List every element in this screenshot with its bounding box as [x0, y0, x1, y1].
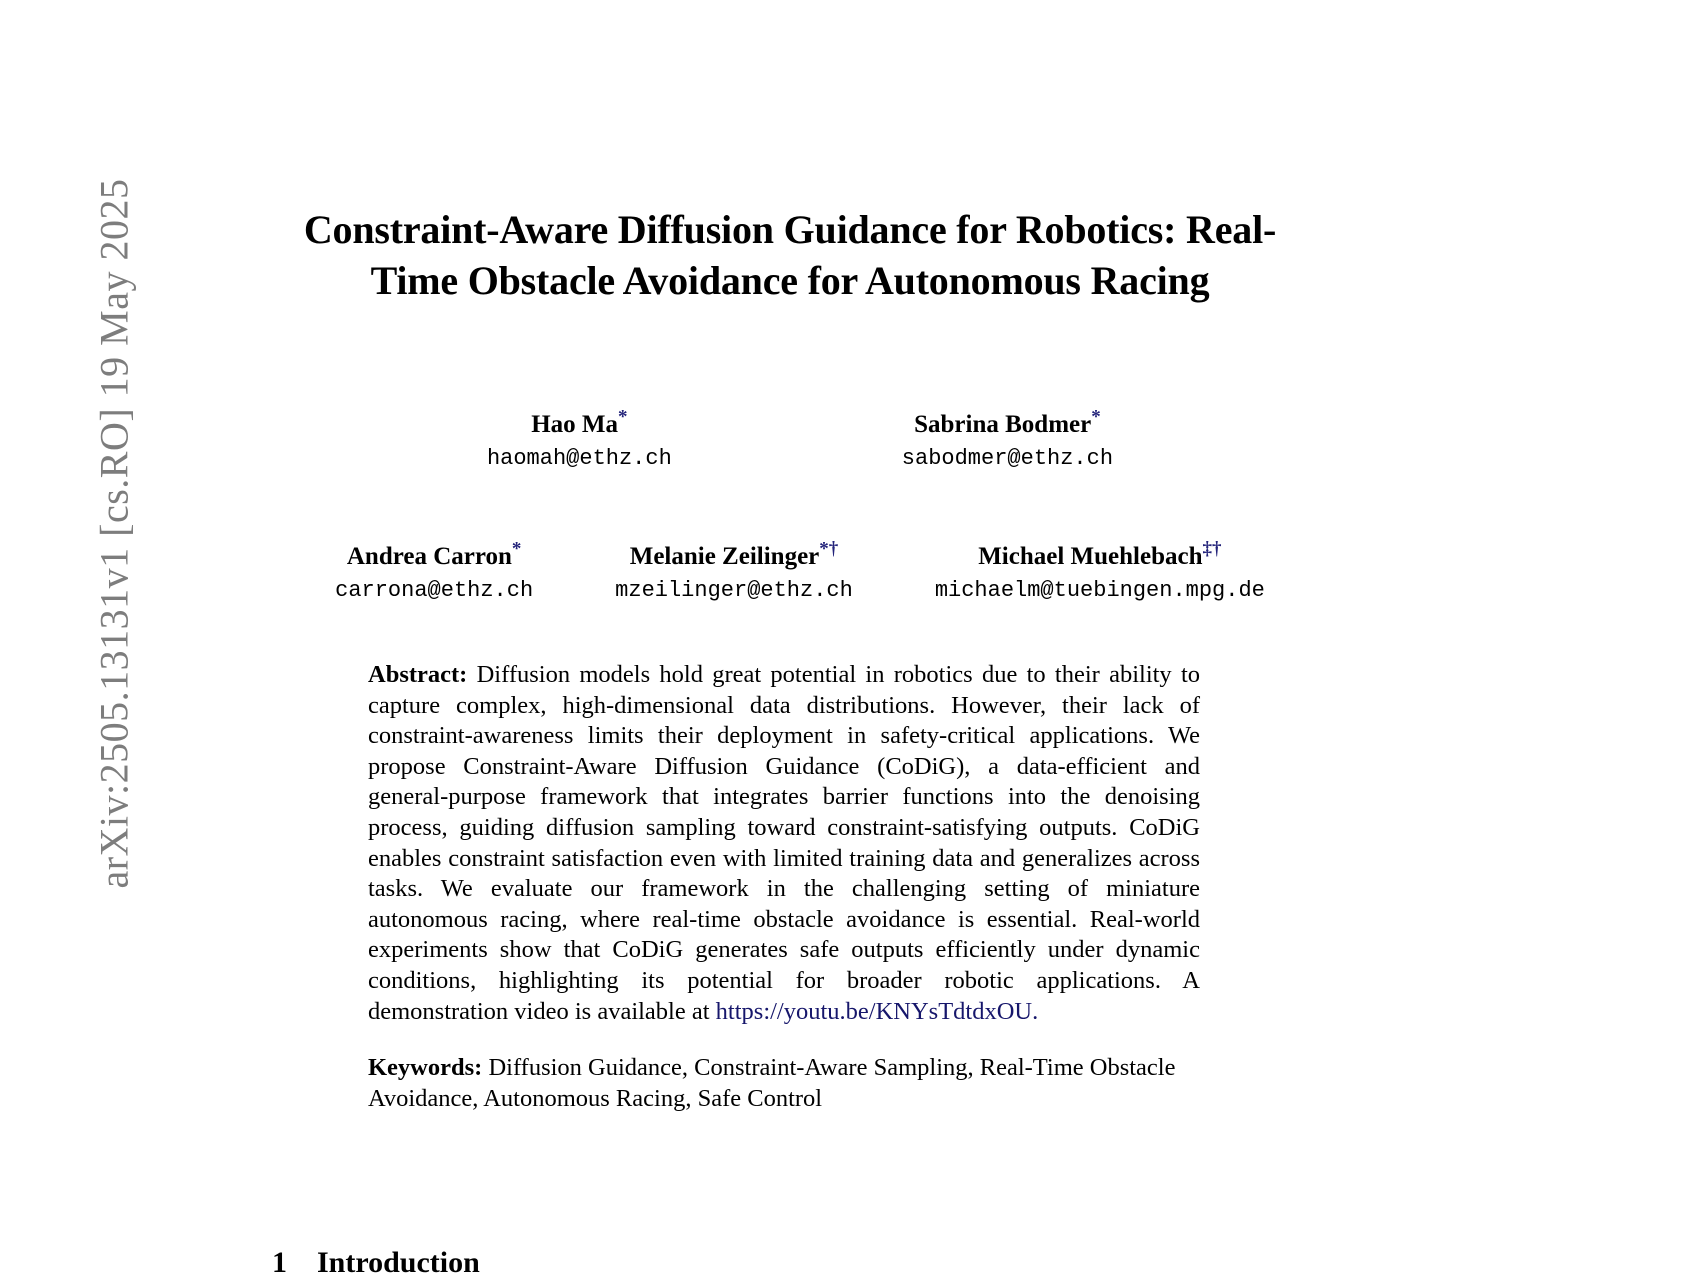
author-row [300, 406, 1300, 474]
author-name [487, 406, 672, 440]
author-name-text: Michael Muehlebach [978, 543, 1203, 570]
author-name [902, 406, 1113, 440]
abstract-label: Abstract: [368, 661, 468, 688]
author-email[interactable]: haomah@ethz.ch [486, 446, 672, 471]
arxiv-stamp: arXiv:2505.13131v1 [cs.RO] 19 May 2025 [91, 178, 137, 889]
author-name-text: Melanie Zeilinger [629, 543, 820, 570]
author-name [935, 538, 1265, 572]
keywords-section [368, 1053, 1200, 1114]
author-name-text: Andrea Carron [346, 543, 512, 570]
author-block [486, 406, 672, 474]
author-list [300, 406, 1300, 606]
abstract-body: Diffusion models hold great potential in robotics due to their ability to capture complex, high-dimensional data distributions. However, their lack of constraint-awareness limits their deployment in safety-critical applications. We propose Constraint-Aware Diffusion Guidance (CoDiG), a data-efficient and general-purpose framework that integrates barrier functions into the denoising process, guiding diffusion sampling toward constraint-satisfying outputs. CoDiG enables constraint satisfaction even with limited training data and generalizes across tasks. We evaluate our framework in the challenging setting of miniature autonomous racing, where real-time obstacle avoidance is essential. Real-world experiments show that CoDiG generates safe outputs efficiently under dynamic conditions, highlighting its potential for broader robotic applications. A demonstration video is available at [368, 661, 1201, 1025]
abstract-section [368, 660, 1200, 1027]
author-name-text: Hao Ma [531, 411, 619, 438]
author-email[interactable]: sabodmer@ethz.ch [901, 446, 1114, 471]
author-affiliation-mark: * [1091, 406, 1101, 428]
author-block [934, 538, 1265, 606]
author-name [335, 538, 533, 572]
author-name-text: Sabrina Bodmer [914, 411, 1092, 438]
keywords-body: Diffusion Guidance, Constraint-Aware Sampling, Real-Time Obstacle Avoidance, Autonomous Racing, Safe Control [368, 1054, 1176, 1112]
author-block [335, 538, 534, 606]
author-block [901, 406, 1114, 474]
author-affiliation-mark: ‡† [1202, 538, 1222, 560]
page-title: Constraint-Aware Diffusion Guidance for Robotics: Real-Time Obstacle Avoidance for Autonomous Racing [303, 207, 1277, 303]
author-email[interactable]: michaelm@tuebingen.mpg.de [934, 578, 1265, 603]
author-email[interactable]: carrona@ethz.ch [335, 578, 534, 603]
author-affiliation-mark: * [618, 406, 628, 428]
section-number: 1 [272, 1246, 287, 1275]
keywords-label: Keywords: [368, 1054, 483, 1081]
author-row [300, 538, 1300, 606]
section-heading-introduction [272, 1246, 480, 1275]
author-name [615, 538, 853, 572]
author-affiliation-mark: *† [819, 538, 839, 560]
author-affiliation-mark: * [511, 538, 522, 560]
author-email[interactable]: mzeilinger@ethz.ch [615, 578, 853, 603]
section-title: Introduction [317, 1246, 480, 1275]
demo-video-link[interactable]: https://youtu.be/KNYsTdtdxOU. [715, 997, 1039, 1025]
author-block [615, 538, 853, 606]
